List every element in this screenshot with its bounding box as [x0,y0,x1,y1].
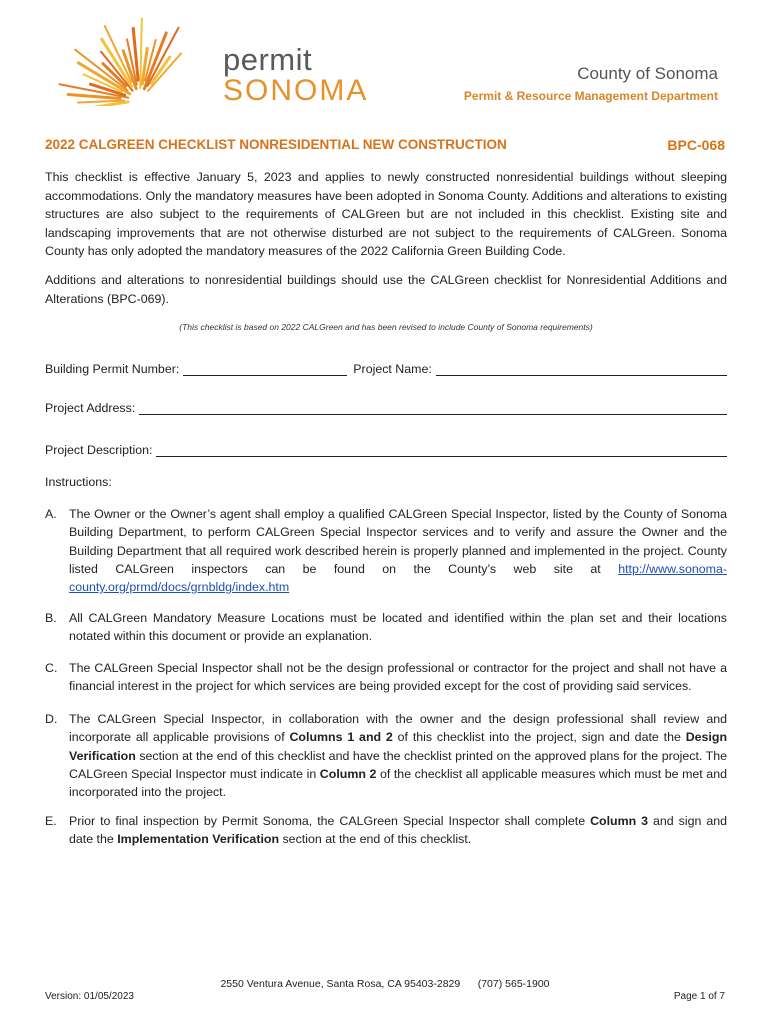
implementation-verification-emphasis: Implementation Verification [117,832,280,847]
item-e-text-2: and sign and date the [69,814,727,847]
instruction-item-b [45,609,727,646]
item-d-text-3: section at the end of this checklist and have the checklist printed on the approved plans for the project. The CALGreen Special Inspector must indicate in [69,748,727,781]
instruction-item-a [45,505,727,596]
checklist-basis-note: (This checklist is based on 2022 CALGreen and has been revised to include County of Sonoma requirements) [179,322,593,332]
item-letter: E. [45,814,57,828]
permit-number-row [45,362,727,376]
logo-word-sonoma: SONOMA [223,74,369,107]
intro-paragraph: This checklist is effective January 5, 2023 and applies to newly constructed nonresidential buildings without sleeping accommodations. Only the mandatory measures have been adopted in Sonoma County. Additions and alterations to existing structures are also subject to the requirements of CALGreen but are not included in this checklist. Existing site and landscaping improvements that are not otherwise disturbed are not subject to the requirements of CALGreen. Sonoma County has only adopted the mandatory measures of the 2022 California Green Building Code. [45,170,727,258]
project-address-field[interactable] [139,401,727,415]
sunburst-ray [148,53,181,91]
project-description-label: Project Description: [45,443,153,457]
page-number: Page 1 of 7 [673,991,725,1002]
sonoma-county-inspectors-link[interactable]: http://www.sonoma-county.org/prmd/docs/grnbldg/index.htm [69,561,727,595]
sunburst-icon [40,18,220,106]
department-name: Permit & Resource Management Department [463,89,718,103]
item-letter: D. [45,712,58,726]
project-name-label: Project Name: [353,362,432,376]
instruction-item-c [45,659,727,696]
instructions-heading: Instructions: [45,475,112,489]
item-c-text: The CALGreen Special Inspector shall not be the design professional or contractor for the project and shall not have a financial interest in the project for which services are being provided except for the cost of providing said services. [69,661,727,694]
item-letter: A. [45,507,57,521]
sunburst-ray [140,18,142,88]
item-d-text-2: of this checklist into the project, sign and date the [392,730,686,745]
permit-number-label: Building Permit Number: [45,362,180,376]
instruction-item-d [45,710,727,801]
county-name: County of Sonoma [577,64,718,83]
permit-sonoma-logo [40,18,369,107]
project-name-field[interactable] [436,362,727,376]
project-description-field[interactable] [156,443,727,457]
item-d-text-4: of the checklist all applicable measures which must be met and incorporated into the project. [69,766,727,800]
item-letter: B. [45,611,57,625]
column-2-emphasis: Column 2 [319,766,377,781]
item-letter: C. [45,661,58,675]
project-address-label: Project Address: [45,401,136,415]
footer-address: 2550 Ventura Avenue, Santa Rosa, CA 95403-2829 (707) 565-1900 [220,978,550,990]
columns-1-2-emphasis: Columns 1 and 2 [289,730,393,745]
permit-number-field[interactable] [183,362,347,376]
item-text [69,812,727,849]
item-d-text-1: The CALGreen Special Inspector, in collaboration with the owner and the design professional shall review and incorporate all applicable provisions of [69,712,727,745]
item-text [69,710,727,801]
project-address-row [45,401,727,415]
document-code: BPC-068 [667,137,725,153]
item-a-text: The Owner or the Owner’s agent shall employ a qualified CALGreen Special Inspector, listed by the County of Sonoma Building Department, to perform CALGreen Special Inspector services and to verify and assure the Owner and the Building Department that all required work described herein is properly planned and implemented in the project. County listed CALGreen inspectors can be found on the County’s web site at [69,507,727,576]
logo-word-permit: permit [223,42,313,77]
design-verification-emphasis: Design Verification [69,730,728,763]
project-description-row [45,443,727,457]
item-e-text-3: section at the end of this checklist. [279,832,472,847]
document-title: 2022 CALGREEN CHECKLIST NONRESIDENTIAL NEW CONSTRUCTION [45,137,507,152]
additions-paragraph: Additions and alterations to nonresidential buildings should use the CALGreen checklist for Nonresidential Additions and Alterations (BPC-069). [45,273,727,306]
item-text [69,505,727,596]
column-3-emphasis: Column 3 [590,814,649,828]
item-b-text: All CALGreen Mandatory Measure Locations must be located and identified within the plan set and their locations notated within this document or provide an explanation. [69,611,727,644]
item-e-text-1: Prior to final inspection by Permit Sonoma, the CALGreen Special Inspector shall complete [69,814,591,828]
footer-version: Version: 01/05/2023 [45,991,134,1002]
instruction-item-e [45,812,727,849]
